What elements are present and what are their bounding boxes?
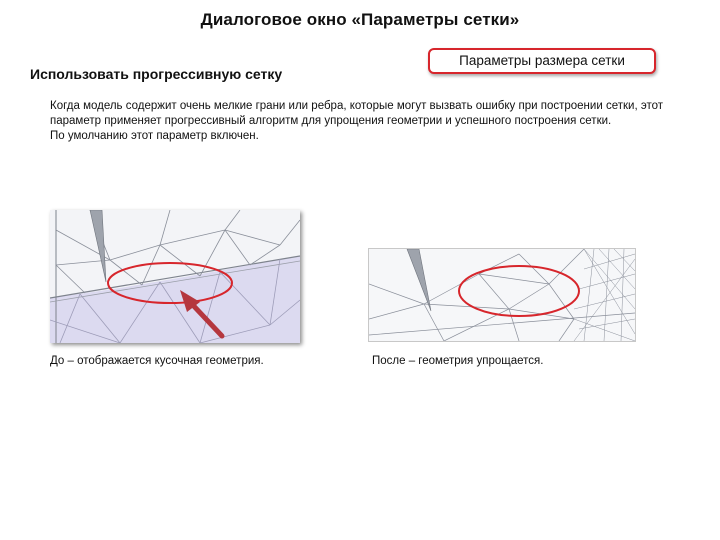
section-subtitle: Использовать прогрессивную сетку — [30, 66, 283, 82]
after-mesh-drawing — [369, 249, 635, 341]
slide-title: Диалоговое окно «Параметры сетки» — [200, 10, 520, 29]
before-mesh-image — [50, 210, 300, 343]
before-caption: До – отображается кусочная геометрия. — [50, 355, 264, 367]
description-default-note: По умолчанию этот параметр включен. — [50, 130, 259, 142]
mesh-size-parameters-callout — [428, 48, 656, 74]
after-caption: После – геометрия упрощается. — [372, 355, 544, 367]
mesh-size-parameters-label: Параметры размера сетки — [459, 53, 625, 68]
before-mesh-drawing — [50, 210, 300, 343]
description — [50, 99, 690, 144]
description-paragraph: Когда модель содержит очень мелкие грани или ребра, которые могут вызвать ошибку при построении сетки, этот параметр применяет прогрессивный алгоритм для упрощения геометрии и успешного построения сетки. — [50, 100, 663, 127]
after-mesh-image — [368, 248, 636, 342]
